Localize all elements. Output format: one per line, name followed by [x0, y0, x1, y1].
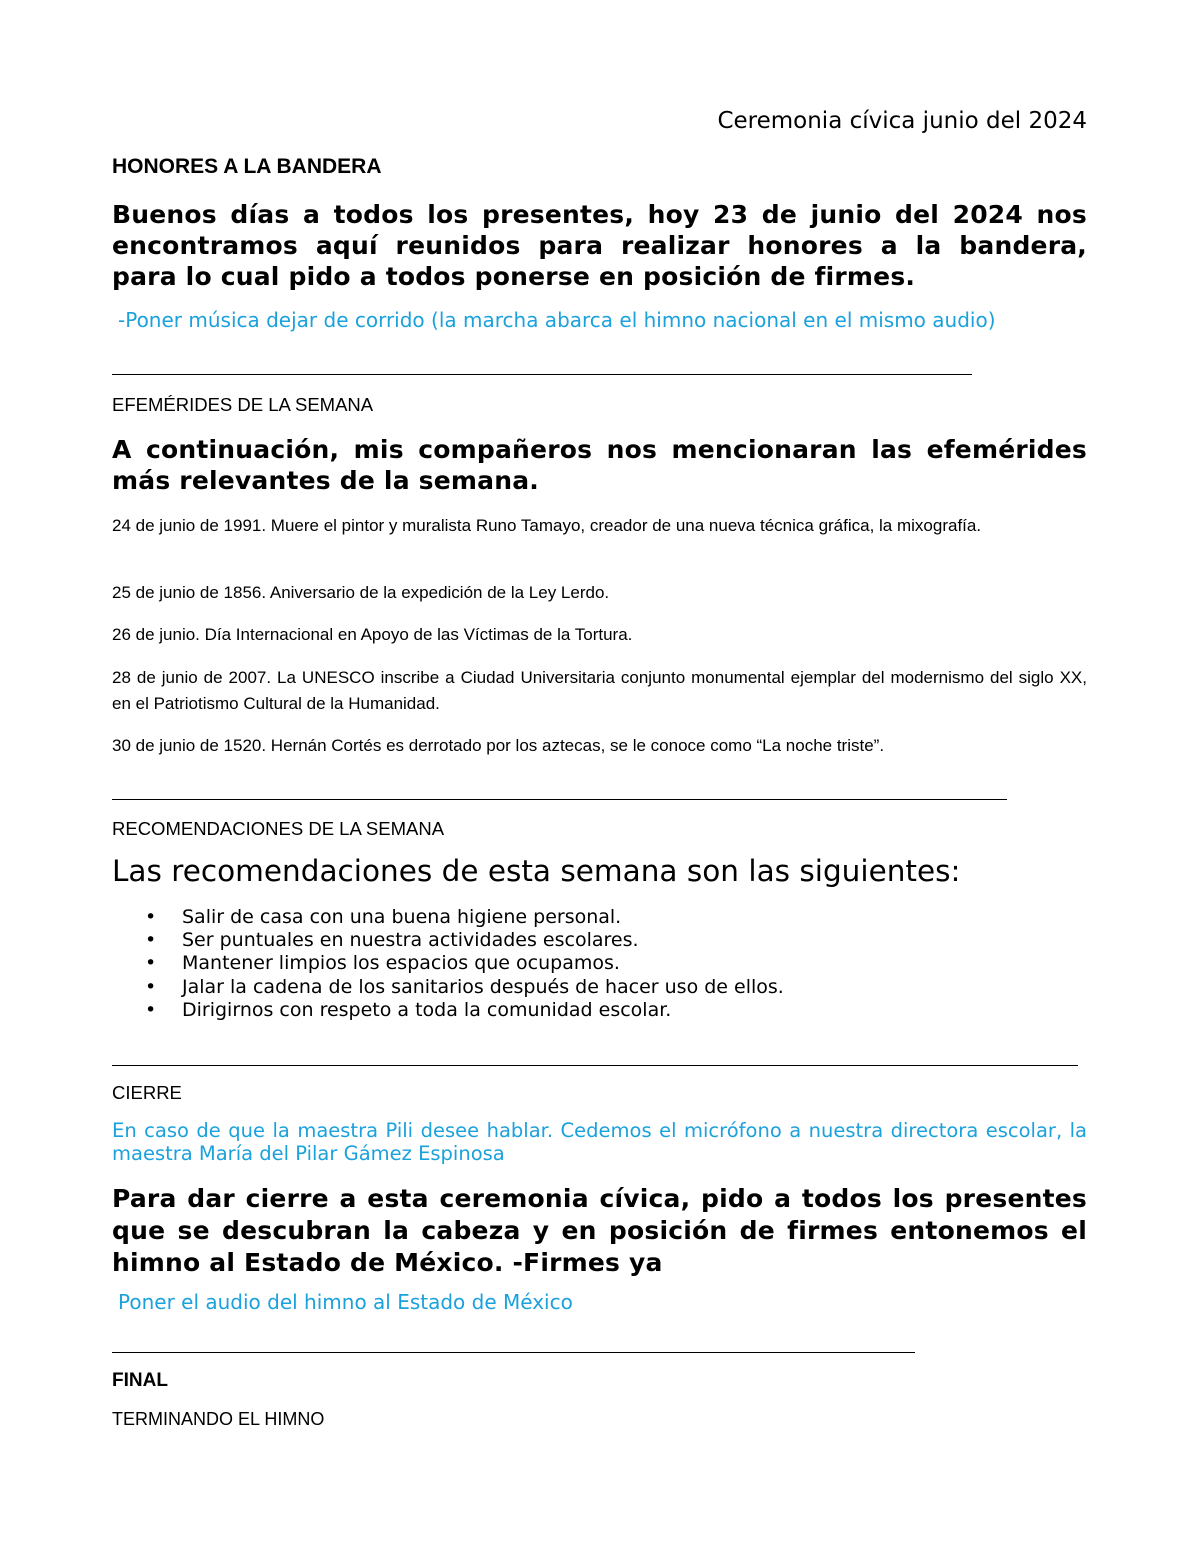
section-divider — [112, 799, 1007, 800]
efemerides-intro: A continuación, mis compañeros nos mencionaran las efemérides más relevantes de la semana. — [112, 435, 1087, 495]
cierre-title: CIERRE — [112, 1082, 182, 1103]
list-item: • Ser puntuales en nuestra actividades escolares. — [145, 929, 784, 952]
ceremony-date-line: Ceremonia cívica junio del 2024 — [717, 108, 1087, 134]
efemeride-item: 25 de junio de 1856. Aniversario de la expedición de la Ley Lerdo. — [112, 583, 610, 602]
honores-intro: Buenos días a todos los presentes, hoy 23 de junio del 2024 nos encontramos aquí reunidos para realizar honores a la bandera, para lo cual pido a todos ponerse en posición de firmes. — [112, 200, 1087, 291]
efemerides-title: EFEMÉRIDES DE LA SEMANA — [112, 394, 374, 415]
list-item: • Dirigirnos con respeto a toda la comunidad escolar. — [145, 999, 784, 1022]
section-divider — [112, 1065, 1078, 1066]
list-item: • Salir de casa con una buena higiene personal. — [145, 906, 784, 929]
recomendaciones-list — [145, 906, 784, 1022]
final-text: TERMINANDO EL HIMNO — [112, 1409, 325, 1429]
recomendaciones-title: RECOMENDACIONES DE LA SEMANA — [112, 818, 445, 839]
list-item: • Mantener limpios los espacios que ocupamos. — [145, 952, 784, 975]
efemeride-item: 26 de junio. Día Internacional en Apoyo de las Víctimas de la Tortura. — [112, 625, 633, 644]
honores-music-note: -Poner música dejar de corrido (la marcha abarca el himno nacional en el mismo audio) — [118, 308, 996, 332]
section-divider — [112, 374, 972, 375]
recomendaciones-intro: Las recomendaciones de esta semana son las siguientes: — [112, 854, 961, 888]
list-item: • Jalar la cadena de los sanitarios después de hacer uso de ellos. — [145, 976, 784, 999]
final-title: FINAL — [112, 1370, 168, 1391]
honores-title: HONORES A LA BANDERA — [112, 155, 382, 178]
cierre-audio-note: Poner el audio del himno al Estado de México — [118, 1290, 573, 1314]
efemeride-item: 30 de junio de 1520. Hernán Cortés es derrotado por los aztecas, se le conoce como “La noche triste”. — [112, 736, 885, 755]
efemeride-item: 24 de junio de 1991. Muere el pintor y muralista Runo Tamayo, creador de una nueva técnica gráfica, la mixografía. — [112, 516, 982, 535]
cierre-note: En caso de que la maestra Pili desee hablar. Cedemos el micrófono a nuestra directora escolar, la maestra María del Pilar Gámez Espinosa — [112, 1119, 1087, 1165]
efemeride-item: 28 de junio de 2007. La UNESCO inscribe a Ciudad Universitaria conjunto monumental ejemplar del modernismo del siglo XX, en el Patriotismo Cultural de la Humanidad. — [112, 668, 1087, 713]
cierre-text: Para dar cierre a esta ceremonia cívica, pido a todos los presentes que se descubran la cabeza y en posición de firmes entonemos el himno al Estado de México. -Firmes ya — [112, 1184, 1087, 1277]
section-divider — [112, 1352, 915, 1353]
